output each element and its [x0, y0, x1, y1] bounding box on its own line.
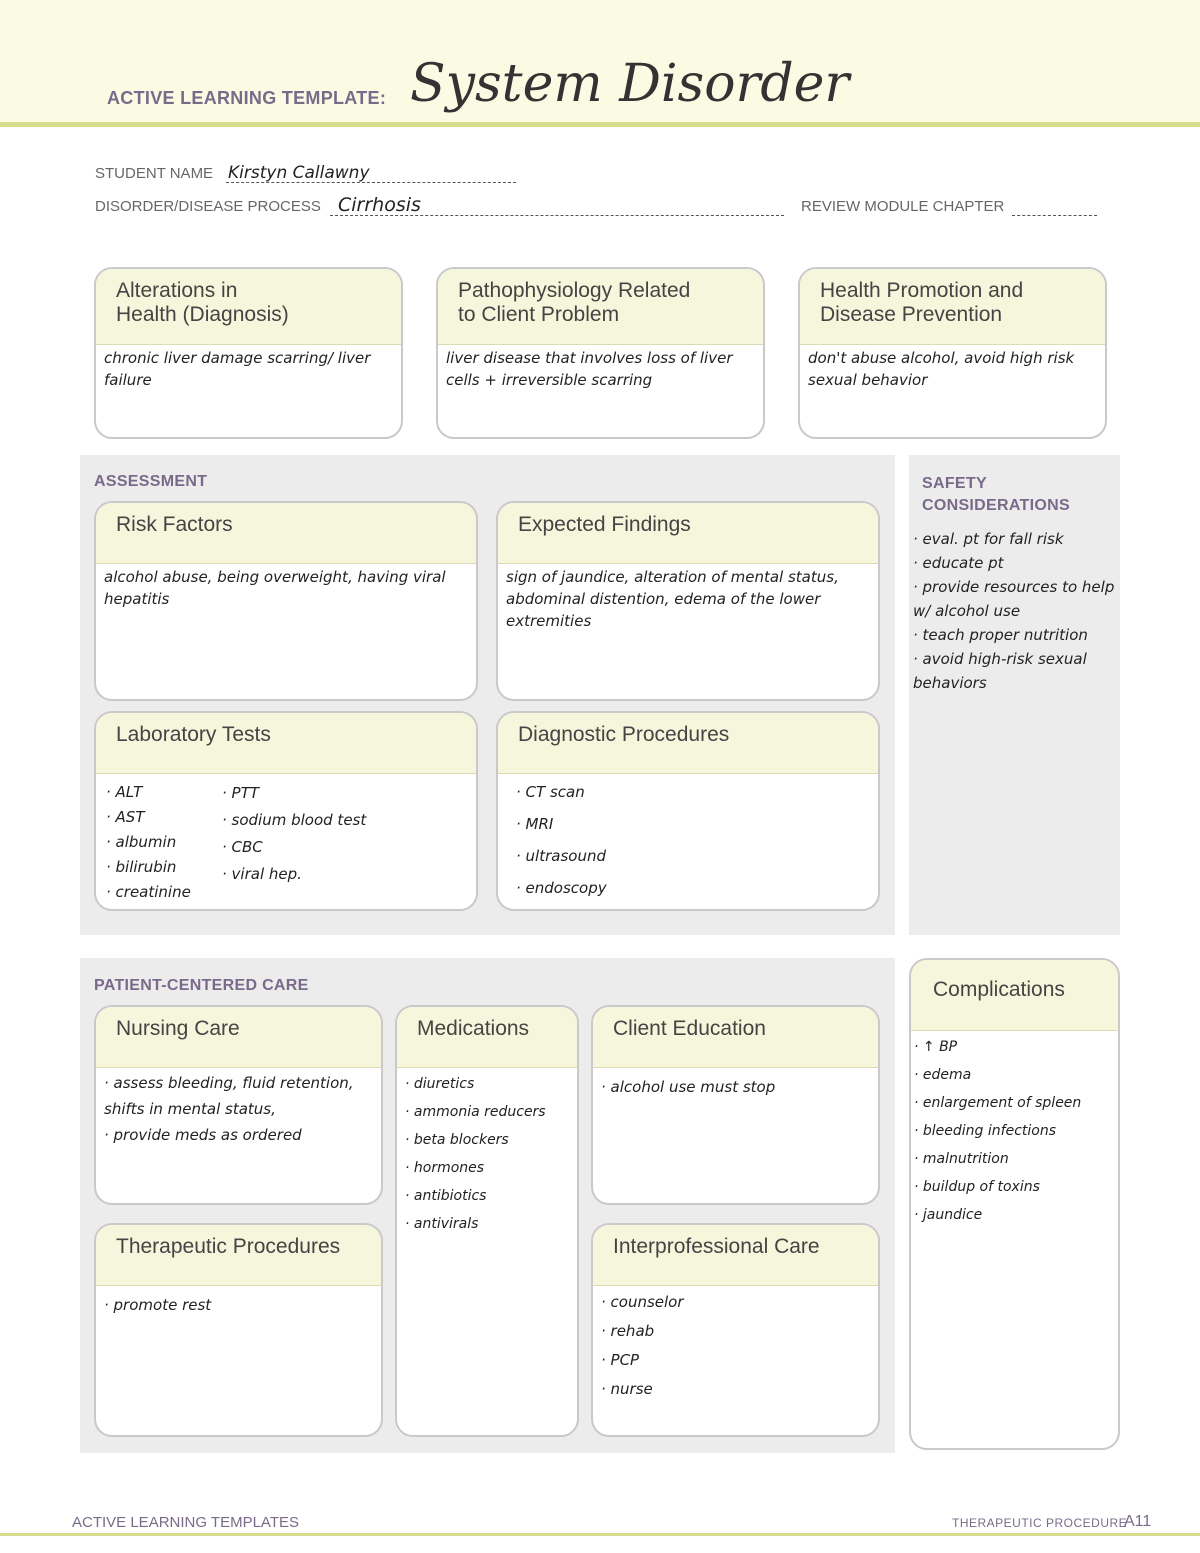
review-module-line[interactable] — [1012, 215, 1097, 216]
list-item[interactable]: · diuretics — [405, 1076, 475, 1092]
medications-card — [395, 1005, 579, 1437]
list-item[interactable]: · CBC — [222, 838, 263, 856]
list-item[interactable]: · AST — [106, 808, 145, 826]
therapeutic-procedures-body — [96, 1286, 381, 1320]
list-item[interactable]: · endoscopy — [516, 879, 607, 897]
list-item[interactable]: · CT scan — [516, 783, 585, 801]
medications-title: Medications — [397, 1007, 577, 1068]
list-item[interactable]: · enlargement of spleen — [914, 1095, 1082, 1111]
assessment-label: ASSESSMENT — [94, 473, 208, 490]
nursing-care-list — [104, 1070, 373, 1148]
diagnostic-procedures-card — [496, 711, 880, 911]
health-promotion-title: Health Promotion and Disease Prevention — [800, 269, 1105, 345]
lab-tests-col1 — [106, 780, 191, 905]
medications-list — [405, 1070, 569, 1238]
list-item[interactable]: · viral hep. — [222, 865, 302, 883]
list-item[interactable]: · antivirals — [405, 1216, 479, 1232]
disorder-value[interactable]: Cirrhosis — [338, 194, 421, 216]
pathophysiology-card — [436, 267, 765, 439]
nursing-care-title: Nursing Care — [96, 1007, 381, 1068]
alterations-text[interactable]: chronic liver damage scarring/ liver failure — [104, 349, 371, 389]
laboratory-tests-card — [94, 711, 478, 911]
expected-findings-title: Expected Findings — [498, 503, 878, 564]
list-item[interactable]: · provide resources to help w/ alcohol use — [913, 578, 1115, 620]
list-item[interactable]: · rehab — [601, 1322, 655, 1340]
list-item[interactable]: · beta blockers — [405, 1132, 509, 1148]
safety-label: SAFETY CONSIDERATIONS — [922, 475, 1070, 514]
student-name-value[interactable]: Kirstyn Callawny — [228, 163, 370, 183]
list-item[interactable]: · MRI — [516, 815, 554, 833]
list-item[interactable]: · buildup of toxins — [914, 1179, 1040, 1195]
list-item[interactable]: · avoid high-risk sexual behaviors — [913, 650, 1087, 692]
list-item[interactable]: · hormones — [405, 1160, 485, 1176]
alterations-card — [94, 267, 403, 439]
student-name-label: STUDENT NAME — [95, 165, 214, 182]
list-item[interactable]: · PCP — [601, 1351, 640, 1369]
student-name-line — [226, 182, 516, 183]
client-education-body — [593, 1068, 878, 1102]
list-item[interactable]: · provide meds as ordered — [104, 1126, 302, 1144]
list-item[interactable]: · ↑ BP — [914, 1039, 958, 1055]
pathophysiology-text[interactable]: liver disease that involves loss of liver cells + irreversible scarring — [446, 349, 733, 389]
disorder-line — [330, 215, 784, 216]
health-promotion-card — [798, 267, 1107, 439]
list-item[interactable]: · PTT — [222, 784, 259, 802]
complications-list — [914, 1033, 1110, 1229]
patient-care-label: PATIENT-CENTERED CARE — [94, 977, 309, 994]
list-item[interactable]: · jaundice — [914, 1207, 983, 1223]
health-promotion-text[interactable]: don't abuse alcohol, avoid high risk sexual behavior — [808, 349, 1075, 389]
list-item[interactable]: · bilirubin — [106, 858, 177, 876]
diagnostic-procedures-list — [506, 776, 870, 904]
risk-factors-text[interactable]: alcohol abuse, being overweight, having viral hepatitis — [104, 568, 446, 608]
list-item[interactable]: · ultrasound — [516, 847, 606, 865]
list-item[interactable]: · teach proper nutrition — [913, 626, 1088, 644]
therapeutic-procedures-list — [104, 1288, 373, 1318]
diagnostic-procedures-title: Diagnostic Procedures — [498, 713, 878, 774]
complications-title: Complications — [911, 960, 1118, 1031]
list-item[interactable]: · promote rest — [104, 1296, 212, 1314]
template-label: ACTIVE LEARNING TEMPLATE: — [107, 88, 387, 108]
expected-findings-text[interactable]: sign of jaundice, alteration of mental status, abdominal distention, edema of the lower extremities — [506, 568, 839, 630]
header-rule — [0, 122, 1200, 127]
list-item[interactable]: · sodium blood test — [222, 811, 367, 829]
complications-body — [911, 1031, 1118, 1231]
list-item[interactable]: · malnutrition — [914, 1151, 1009, 1167]
list-item[interactable]: · nurse — [601, 1380, 653, 1398]
nursing-care-body — [96, 1068, 381, 1150]
list-item[interactable]: · antibiotics — [405, 1188, 487, 1204]
risk-factors-card — [94, 501, 478, 701]
client-education-title: Client Education — [593, 1007, 878, 1068]
alterations-title: Alterations in Health (Diagnosis) — [96, 269, 401, 345]
list-item[interactable]: · albumin — [106, 833, 177, 851]
therapeutic-procedures-card — [94, 1223, 383, 1437]
list-item[interactable]: · ammonia reducers — [405, 1104, 546, 1120]
list-item[interactable]: · edema — [914, 1067, 972, 1083]
footer-rule — [0, 1533, 1200, 1536]
list-item[interactable]: · ALT — [106, 783, 143, 801]
footer-right-text: THERAPEUTIC PROCEDURE — [952, 1516, 1128, 1530]
interprofessional-care-list — [601, 1288, 870, 1404]
interprofessional-care-title: Interprofessional Care — [593, 1225, 878, 1286]
list-item[interactable]: · counselor — [601, 1293, 684, 1311]
list-item[interactable]: · bleeding infections — [914, 1123, 1057, 1139]
template-title: System Disorder — [410, 54, 850, 114]
laboratory-tests-body — [96, 774, 476, 911]
client-education-list — [601, 1070, 870, 1100]
pathophysiology-title: Pathophysiology Related to Client Problem — [438, 269, 763, 345]
page-number: A11 — [1124, 1513, 1152, 1530]
diagnostic-procedures-body — [498, 774, 878, 906]
medications-body — [397, 1068, 577, 1240]
list-item[interactable]: · assess bleeding, fluid retention, shifts in mental status, — [104, 1074, 354, 1118]
list-item[interactable]: · educate pt — [913, 554, 1004, 572]
footer-left-text: ACTIVE LEARNING TEMPLATES — [72, 1514, 299, 1531]
laboratory-tests-title: Laboratory Tests — [96, 713, 476, 774]
client-education-card — [591, 1005, 880, 1205]
complications-card — [909, 958, 1120, 1450]
disorder-label: DISORDER/DISEASE PROCESS — [95, 198, 321, 215]
lab-tests-col2 — [222, 780, 366, 888]
list-item[interactable]: · eval. pt for fall risk — [913, 530, 1064, 548]
interprofessional-care-card — [591, 1223, 880, 1437]
risk-factors-title: Risk Factors — [96, 503, 476, 564]
therapeutic-procedures-title: Therapeutic Procedures — [96, 1225, 381, 1286]
expected-findings-card — [496, 501, 880, 701]
list-item[interactable]: · creatinine — [106, 883, 191, 901]
interprofessional-care-body — [593, 1286, 878, 1406]
safety-list — [913, 527, 1118, 695]
list-item[interactable]: · alcohol use must stop — [601, 1078, 776, 1096]
review-module-label: REVIEW MODULE CHAPTER — [801, 198, 1005, 215]
nursing-care-card — [94, 1005, 383, 1205]
